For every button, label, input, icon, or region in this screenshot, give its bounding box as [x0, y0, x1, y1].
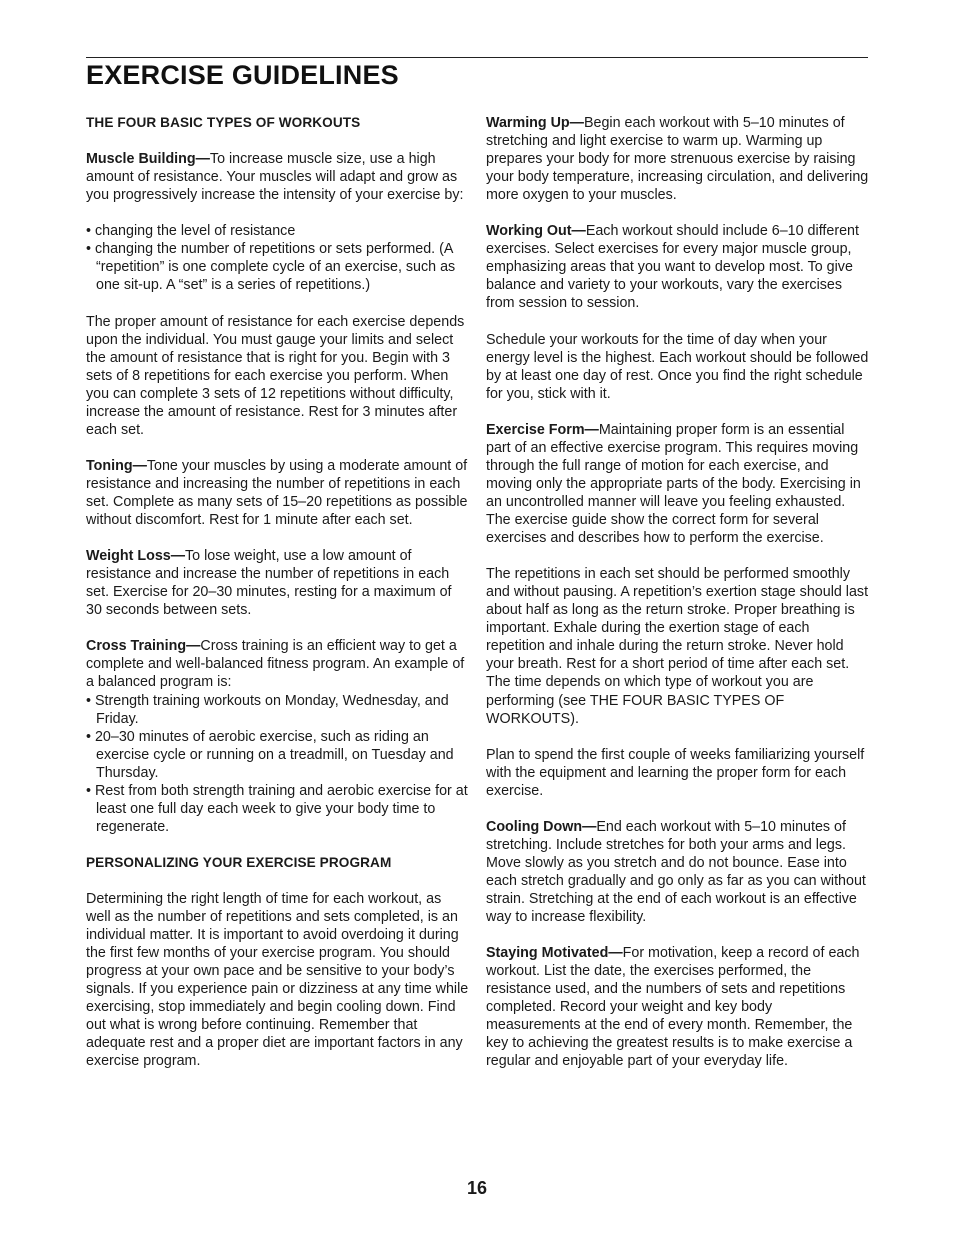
text-muscle-building: To increase muscle size, use a high amount of resistance. Your muscles will adapt and grow as you progressively increase the intensity of your exercise by: — [86, 151, 464, 204]
lead-muscle-building: Muscle Building— — [86, 151, 210, 168]
right-column — [486, 114, 870, 1089]
list-item: • changing the number of repetitions or sets performed. (A “repetition” is one complete cycle of an exercise, such as one sit-up. A “set” is a series of repetitions.) — [86, 240, 469, 294]
paragraph-warming-up — [486, 114, 870, 204]
left-column — [86, 114, 469, 1089]
lead-cross-training: Cross Training— — [86, 638, 201, 655]
text-working-out: Each workout should include 6–10 different exercises. Select exercises for every major muscle group, emphasizing areas that you want to develop most. To give balance and variety to your workouts, vary the exercises from session to session. — [486, 223, 859, 312]
lead-exercise-form: Exercise Form— — [486, 421, 599, 438]
lead-working-out: Working Out— — [486, 223, 586, 240]
paragraph-schedule: Schedule your workouts for the time of day when your energy level is the highest. Each workout should be followed by at least one day of rest. Once you find the right schedule for you, stick with it. — [486, 331, 869, 402]
paragraph-staying-motivated — [486, 944, 870, 1070]
text-warming-up: Begin each workout with 5–10 minutes of stretching and light exercise to warm up. Warming up prepares your body for more strenuous exercise by raising your body temperature, increasing circulation, and delivering more oxygen to your muscles. — [486, 115, 869, 204]
list-item: • 20–30 minutes of aerobic exercise, such as riding an exercise cycle or running on a treadmill, on Tuesday and Thursday. — [86, 728, 469, 782]
paragraph-resistance: The proper amount of resistance for each exercise depends upon the individual. You must gauge your limits and select the amount of resistance that is right for you. Begin with 3 sets of 8 repetitions for each exercise you perform. When you can complete 3 sets of 12 repetitions without difficulty, increase the amount of resistance. Rest for 3 minutes after each set. — [86, 313, 465, 438]
paragraph-weight-loss — [86, 547, 469, 619]
paragraph-toning — [86, 457, 469, 529]
list-item: • Strength training workouts on Monday, Wednesday, and Friday. — [86, 692, 469, 728]
muscle-building-list — [86, 222, 469, 294]
paragraph-cooling-down — [486, 818, 870, 926]
page-number: 16 — [466, 1178, 488, 1198]
paragraph-personalizing: Determining the right length of time for each workout, as well as the number of repetitions and sets completed, is an individual matter. It is important to avoid overdoing it during the first few months of your exercise program. You should progress at your own pace and be sensitive to your body’s signals. If you experience pain or dizziness at any time while exercising, stop immediately and begin cooling down. Find out what is wrong before continuing. Remember that adequate rest and a proper diet are important factors in any exercise program. — [86, 891, 469, 1070]
paragraph-working-out — [486, 222, 870, 312]
text-weight-loss: To lose weight, use a low amount of resistance and increase the number of repetitions in each set. Exercise for 20–30 minutes, resting for a maximum of 30 seconds between sets. — [86, 548, 452, 619]
text-exercise-form: Maintaining proper form is an essential part of an effective exercise program. This requires moving through the full range of motion for each exercise, and moving only the appropriate parts of the body. Exercising in an uncontrolled manner will leave you feeling exhausted. The exercise guide show the correct form for several exercises and describes how to perform the exercise. — [486, 421, 861, 547]
lead-cooling-down: Cooling Down— — [486, 818, 597, 835]
lead-toning: Toning— — [86, 457, 147, 474]
lead-warming-up: Warming Up— — [486, 115, 584, 131]
text-cross-training: Cross training is an efficient way to get a complete and well-balanced fitness program. An example of a balanced program is: — [86, 638, 465, 691]
cross-training-list — [86, 692, 469, 836]
section-heading-workout-types: THE FOUR BASIC TYPES OF WORKOUTS — [86, 115, 361, 130]
section-heading-personalizing: PERSONALIZING YOUR EXERCISE PROGRAM — [86, 854, 392, 870]
page-title: EXERCISE GUIDELINES — [86, 60, 399, 90]
text-staying-motivated: For motivation, keep a record of each workout. List the date, the exercises performed, the resistance used, and the numbers of sets and repetitions completed. Record your weight and key body measurements at the end of every month. Remember, the key to achieving the greatest results is to make exercise a regular and enjoyable part of your everyday life. — [486, 945, 860, 1070]
paragraph-exercise-form — [486, 421, 870, 547]
paragraph-muscle-building — [86, 150, 469, 204]
lead-weight-loss: Weight Loss— — [86, 548, 186, 565]
paragraph-plan: Plan to spend the first couple of weeks familiarizing yourself with the equipment and learning the proper form for each exercise. — [486, 746, 865, 799]
paragraph-repetitions: The repetitions in each set should be performed smoothly and without pausing. A repetition’s exertion stage should last about half as long as the return stroke. Proper breathing is important. Exhale during the exertion stage of each repetition and inhale during the return stroke. Never hold your breath. Rest for a short period of time after each set. The time depends on which type of workout you are performing (see THE FOUR BASIC TYPES OF WORKOUTS). — [486, 566, 869, 727]
paragraph-cross-training — [86, 637, 469, 691]
text-toning: Tone your muscles by using a moderate amount of resistance and increasing the number of repetitions in each set. Complete as many sets of 15–20 repetitions as possible without discomfort. Rest for 1 minute after each set. — [86, 457, 468, 529]
list-item: • Rest from both strength training and aerobic exercise for at least one full day each week to give your body time to regenerate. — [86, 782, 469, 836]
list-item: • changing the level of resistance — [86, 222, 469, 240]
text-cooling-down: End each workout with 5–10 minutes of stretching. Include stretches for both your arms and legs. Move slowly as you stretch and do not bounce. Ease into each stretch gradually and go only as far as you can without strain. Stretching at the end of each workout is an effective way to increase flexibility. — [486, 818, 866, 926]
lead-staying-motivated: Staying Motivated— — [486, 945, 623, 962]
